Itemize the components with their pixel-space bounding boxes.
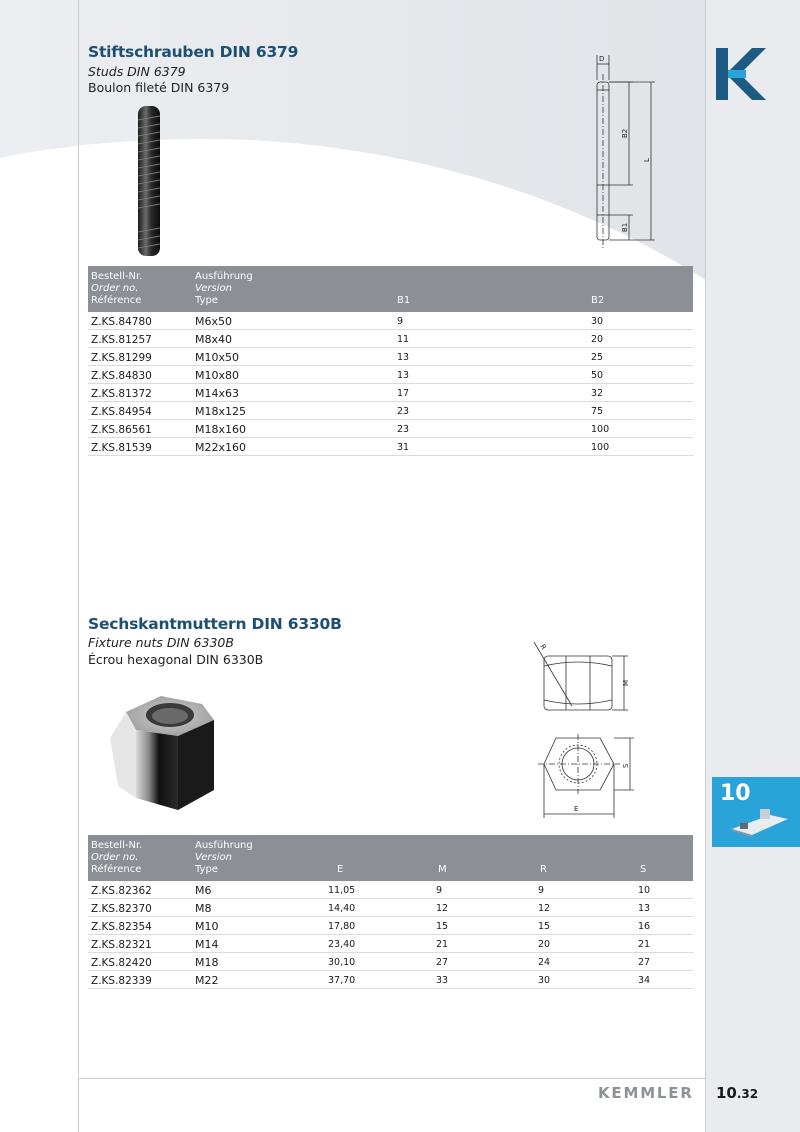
table-row — [88, 917, 693, 935]
cell-b2: 30 — [591, 316, 604, 327]
studs-title: Stiftschrauben DIN 6379 — [88, 43, 299, 61]
header-order-en: Order no. — [91, 283, 139, 294]
header-order-fr: Référence — [91, 295, 142, 306]
order-number: Z.KS.81257 — [91, 334, 152, 346]
table-row — [88, 384, 693, 402]
order-number: Z.KS.82420 — [91, 957, 152, 969]
cell-m: 27 — [436, 957, 449, 968]
cell-e: 30,10 — [328, 957, 356, 968]
table-row — [88, 935, 693, 953]
type-value: M10 — [195, 920, 219, 933]
type-value: M8x40 — [195, 333, 232, 346]
cell-r: 20 — [538, 939, 551, 950]
order-number: Z.KS.81299 — [91, 352, 152, 364]
cell-r: 30 — [538, 975, 551, 986]
cell-b2: 25 — [591, 352, 604, 363]
order-number: Z.KS.84780 — [91, 316, 152, 328]
table-row — [88, 971, 693, 989]
type-value: M22x160 — [195, 441, 246, 454]
footer-line — [78, 1078, 705, 1079]
dim-label: M — [622, 679, 630, 686]
cell-r: 24 — [538, 957, 551, 968]
order-number: Z.KS.81539 — [91, 442, 152, 454]
studs-table — [88, 266, 693, 456]
header-col-r: R — [540, 864, 547, 875]
table-row — [88, 953, 693, 971]
cell-b1: 31 — [397, 442, 410, 453]
cell-b1: 11 — [397, 334, 410, 345]
cell-b1: 17 — [397, 388, 410, 399]
dim-label: E — [574, 805, 579, 813]
table-row — [88, 438, 693, 456]
type-value: M10x80 — [195, 369, 239, 382]
table-row — [88, 348, 693, 366]
dim-label: D — [599, 55, 605, 63]
cell-s: 10 — [638, 885, 651, 896]
header-order-de: Bestell-Nr. — [91, 840, 143, 851]
page-number — [716, 1084, 758, 1102]
page-chapter: 10 — [716, 1084, 737, 1102]
header-col-b1: B1 — [397, 295, 411, 306]
order-number: Z.KS.86561 — [91, 424, 152, 436]
dim-label: B1 — [621, 222, 629, 232]
nuts-table-body — [88, 881, 693, 989]
dim-label: L — [643, 158, 651, 162]
cell-b1: 23 — [397, 406, 410, 417]
header-col-s: S — [640, 864, 647, 875]
header-type-fr: Type — [195, 864, 218, 875]
page-sub: .32 — [736, 1087, 759, 1101]
studs-table-body — [88, 312, 693, 456]
nuts-subtitle-en: Fixture nuts DIN 6330B — [88, 635, 234, 650]
order-number: Z.KS.82339 — [91, 975, 152, 987]
order-number: Z.KS.82321 — [91, 939, 152, 951]
footer-brand: KEMMLER — [598, 1084, 694, 1102]
header-col-e: E — [337, 864, 344, 875]
order-number: Z.KS.82354 — [91, 921, 152, 933]
cell-b1: 9 — [397, 316, 404, 327]
cell-b2: 32 — [591, 388, 604, 399]
cell-s: 16 — [638, 921, 651, 932]
studs-subtitle-fr: Boulon fileté DIN 6379 — [88, 80, 230, 95]
order-number: Z.KS.82362 — [91, 885, 152, 897]
vise-icon — [730, 807, 790, 837]
cell-r: 15 — [538, 921, 551, 932]
header-col-b2: B2 — [591, 295, 605, 306]
cell-r: 9 — [538, 885, 545, 896]
type-value: M18 — [195, 956, 219, 969]
cell-e: 37,70 — [328, 975, 356, 986]
cell-m: 33 — [436, 975, 449, 986]
header-type-en: Version — [195, 852, 232, 863]
stud-technical-drawing — [585, 50, 665, 260]
type-value: M10x50 — [195, 351, 239, 364]
order-number: Z.KS.81372 — [91, 388, 152, 400]
table-row — [88, 402, 693, 420]
header-type-fr: Type — [195, 295, 218, 306]
cell-m: 15 — [436, 921, 449, 932]
chapter-tab-number: 10 — [720, 781, 751, 806]
stud-photo — [126, 100, 176, 260]
order-number: Z.KS.84954 — [91, 406, 152, 418]
nuts-subtitle-fr: Écrou hexagonal DIN 6330B — [88, 652, 264, 667]
cell-e: 11,05 — [328, 885, 356, 896]
cell-b2: 75 — [591, 406, 604, 417]
type-value: M22 — [195, 974, 219, 987]
kemmler-logo-icon — [712, 42, 768, 106]
header-type-de: Ausführung — [195, 271, 253, 282]
cell-b2: 100 — [591, 424, 610, 435]
hex-nut-photo — [106, 690, 222, 814]
cell-b1: 13 — [397, 370, 410, 381]
cell-e: 17,80 — [328, 921, 356, 932]
cell-m: 9 — [436, 885, 443, 896]
table-row — [88, 420, 693, 438]
cell-e: 23,40 — [328, 939, 356, 950]
table-row — [88, 330, 693, 348]
cell-r: 12 — [538, 903, 551, 914]
type-value: M6 — [195, 884, 212, 897]
cell-b2: 100 — [591, 442, 610, 453]
type-value: M18x160 — [195, 423, 246, 436]
header-type-de: Ausführung — [195, 840, 253, 851]
dim-label: S — [622, 763, 630, 768]
hex-nut-technical-drawing — [520, 636, 640, 826]
table-row — [88, 899, 693, 917]
type-value: M6x50 — [195, 315, 232, 328]
table-row — [88, 366, 693, 384]
table-row — [88, 312, 693, 330]
nuts-table-header — [88, 835, 693, 881]
order-number: Z.KS.82370 — [91, 903, 152, 915]
type-value: M18x125 — [195, 405, 246, 418]
dim-label: R — [538, 643, 548, 652]
type-value: M8 — [195, 902, 212, 915]
cell-s: 21 — [638, 939, 651, 950]
header-type-en: Version — [195, 283, 232, 294]
table-row — [88, 881, 693, 899]
cell-b2: 50 — [591, 370, 604, 381]
cell-s: 13 — [638, 903, 651, 914]
nuts-title: Sechskantmuttern DIN 6330B — [88, 615, 342, 633]
right-margin-line — [705, 0, 706, 1132]
chapter-tab[interactable] — [712, 777, 800, 847]
header-order-de: Bestell-Nr. — [91, 271, 143, 282]
studs-table-header — [88, 266, 693, 312]
studs-subtitle-en: Studs DIN 6379 — [88, 64, 186, 79]
cell-e: 14,40 — [328, 903, 356, 914]
nuts-table — [88, 835, 693, 989]
type-value: M14x63 — [195, 387, 239, 400]
header-order-en: Order no. — [91, 852, 139, 863]
left-margin-line — [78, 0, 79, 1132]
cell-b1: 13 — [397, 352, 410, 363]
header-col-m: M — [438, 864, 447, 875]
cell-m: 21 — [436, 939, 449, 950]
header-order-fr: Référence — [91, 864, 142, 875]
cell-b1: 23 — [397, 424, 410, 435]
type-value: M14 — [195, 938, 219, 951]
order-number: Z.KS.84830 — [91, 370, 152, 382]
cell-s: 34 — [638, 975, 651, 986]
cell-m: 12 — [436, 903, 449, 914]
cell-s: 27 — [638, 957, 651, 968]
cell-b2: 20 — [591, 334, 604, 345]
dim-label: B2 — [621, 128, 629, 138]
